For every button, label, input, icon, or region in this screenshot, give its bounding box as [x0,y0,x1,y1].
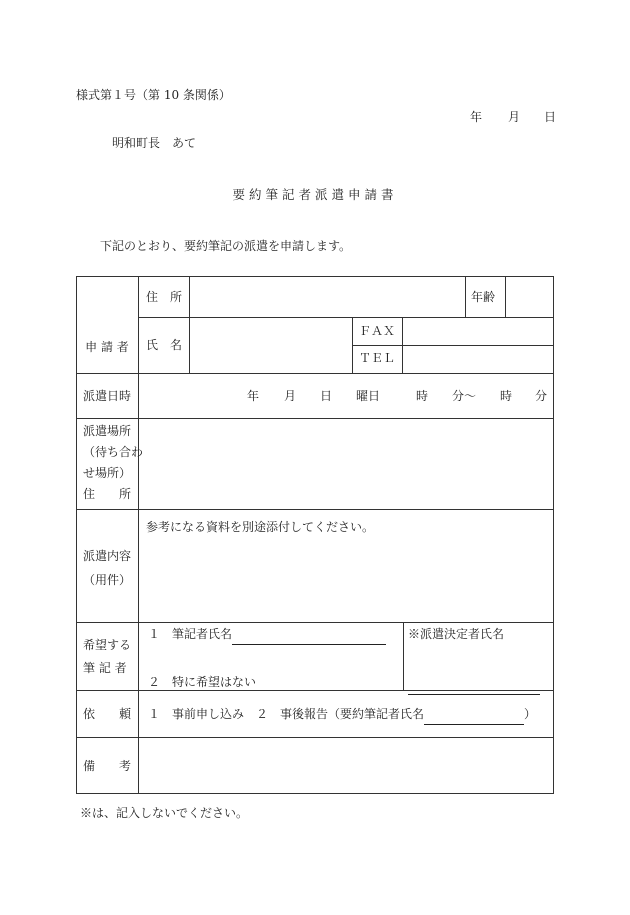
remarks-label: 備 考 [83,759,132,773]
place-label [83,421,143,505]
place-label-line: （待ち合わ [83,445,144,459]
datetime-hour1-unit: 時 [416,389,429,403]
name-field[interactable] [190,320,351,372]
date-month-label: 月 [508,110,521,124]
age-field[interactable] [506,280,553,316]
datetime-minute2-unit: 分 [535,389,548,403]
applicant-label: 申 請 者 [85,340,129,354]
name-label: 氏 名 [146,338,183,352]
request-options[interactable] [148,703,536,725]
date-year-label: 年 [470,110,483,124]
datetime-weekday-unit: 曜日 [356,389,381,403]
date-day-label: 日 [544,110,557,124]
datetime-year-unit: 年 [247,389,260,403]
address-field[interactable] [190,280,465,316]
content-label-line: 派遣内容 [83,549,132,563]
addressee: 明和町長 あて [112,136,197,150]
tel-label: ＴＥＬ [358,351,395,365]
place-field[interactable] [140,420,552,508]
pref-option1[interactable] [148,623,386,645]
tel-field[interactable] [404,348,553,372]
intro-text: 下記のとおり、要約筆記の派遣を申請します。 [100,239,352,253]
age-label: 年齢 [471,290,496,304]
form-number: 様式第１号（第 10 条関係） [76,88,231,102]
request-writer-name-field[interactable] [424,710,524,725]
datetime-label: 派遣日時 [82,389,131,403]
content-note: 参考になる資料を別途添付してください。 [146,520,375,534]
address-label: 住 所 [146,290,183,304]
fax-label: ＦＡＸ [358,324,395,338]
request-label: 依 頼 [83,707,132,721]
decided-label: ※派遣決定者氏名 [408,627,505,641]
request-text: １ 事前申し込み ２ 事後報告（要約筆記者氏名 [148,707,425,721]
pref-option2[interactable]: ２ 特に希望はない [148,675,257,689]
datetime-hour2-unit: 時 [500,389,513,403]
pref-writer-name-field[interactable] [232,630,386,645]
content-label-line: （用件） [83,573,132,587]
preferred-label [83,634,131,680]
place-label-line: 派遣場所 [83,424,132,438]
datetime-month-unit: 月 [284,389,297,403]
decided-name-field[interactable] [408,673,540,695]
footnote: ※は、記入しないでください。 [80,806,249,820]
datetime-minute1-unit: 分～ [452,389,477,403]
preferred-label-line: 希望する [83,638,132,652]
content-field[interactable] [140,540,552,620]
preferred-label-line: 筆 記 者 [83,661,127,675]
datetime-day-unit: 日 [320,389,333,403]
remarks-field[interactable] [140,739,552,792]
fax-field[interactable] [404,320,553,344]
pref-option1-label: １ 筆記者氏名 [148,627,233,641]
page-title: 要約筆記者派遣申請書 [232,187,398,202]
request-close-paren: ） [524,707,537,721]
content-label [83,544,131,592]
place-label-line: 住 所 [83,487,132,501]
place-label-line: せ場所） [83,466,132,480]
